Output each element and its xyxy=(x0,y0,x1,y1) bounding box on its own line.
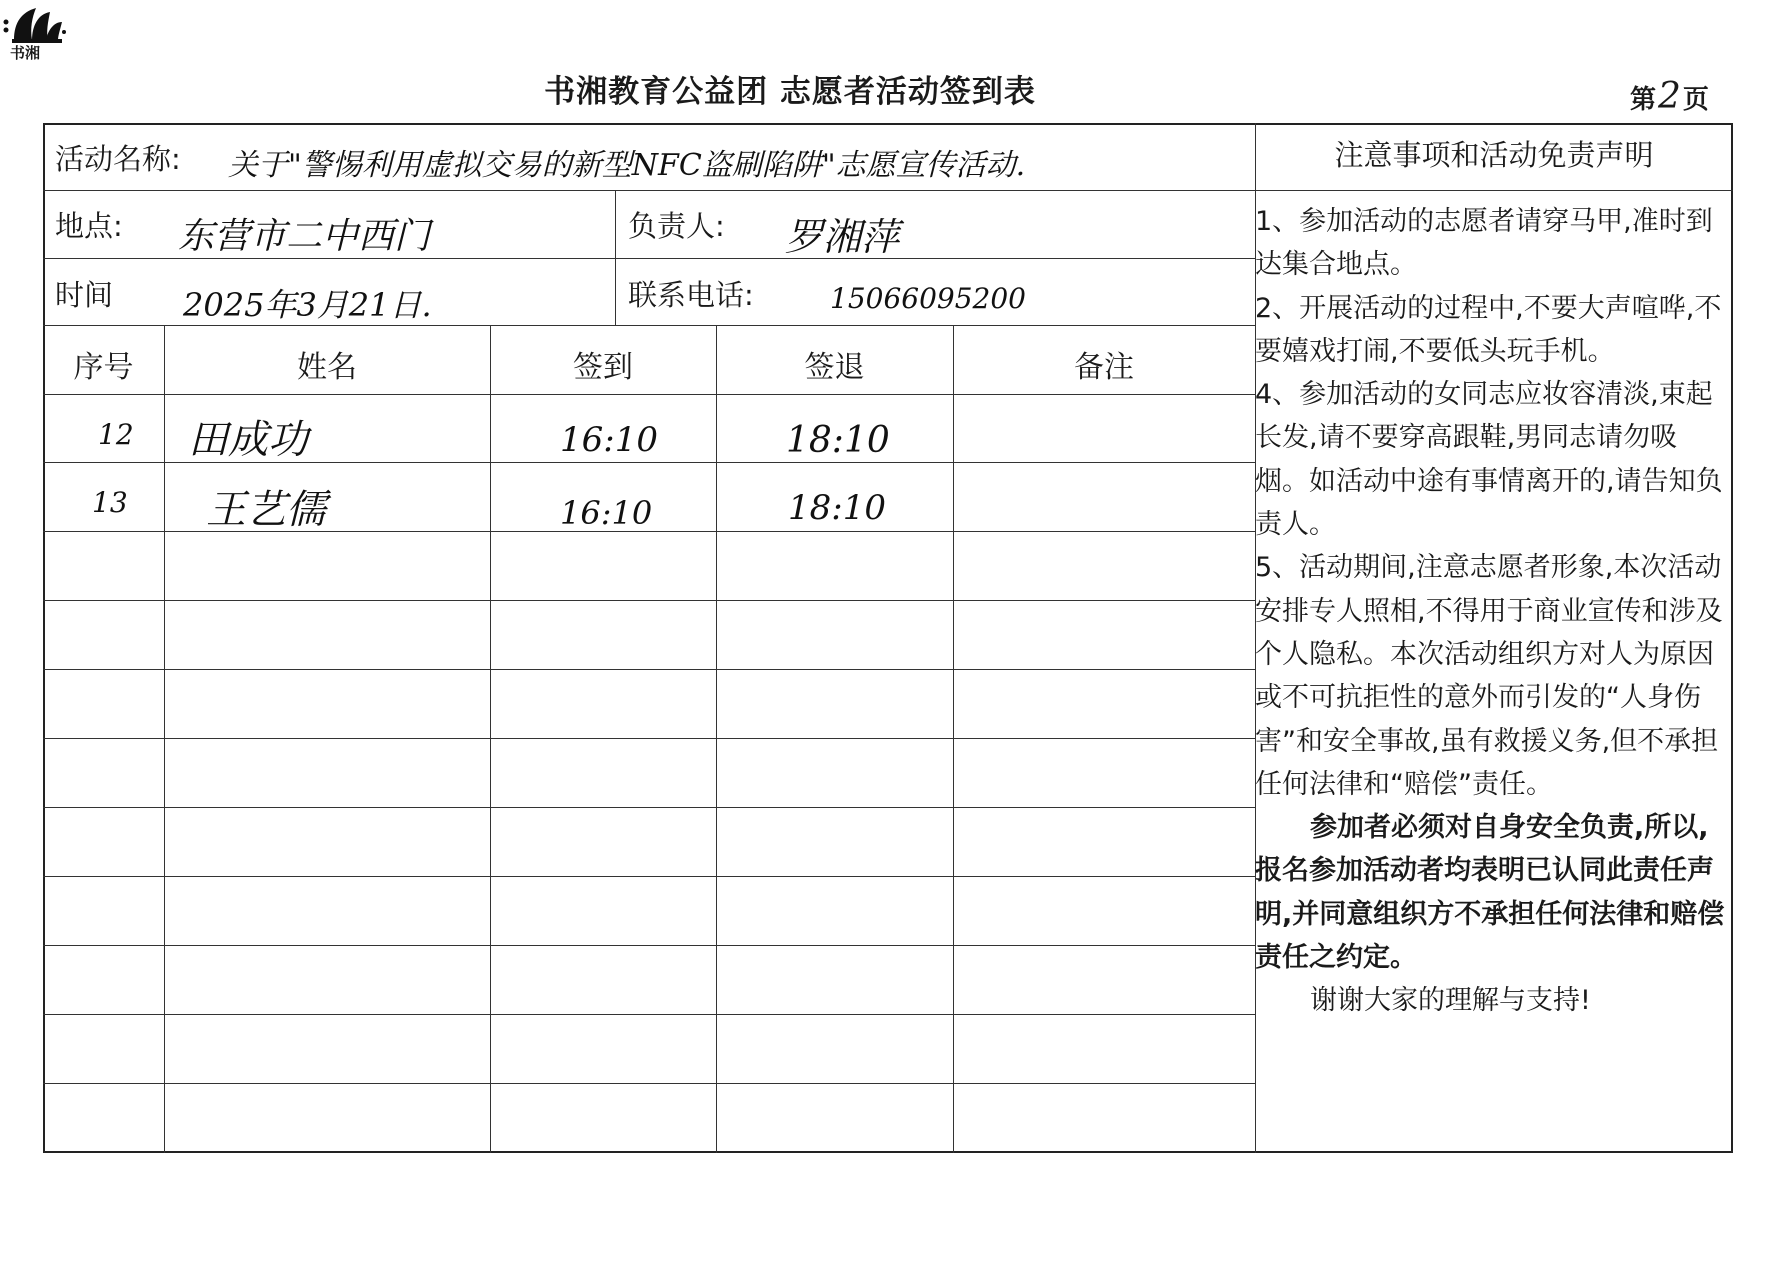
sign-in-time: 16:10 xyxy=(560,420,658,460)
grid-line xyxy=(43,876,1255,877)
grid-line xyxy=(43,1014,1255,1015)
page-number-value: 2 xyxy=(1658,76,1681,117)
grid-line xyxy=(716,325,717,1153)
signature: 王艺儒 xyxy=(206,487,326,533)
row-number: 12 xyxy=(98,418,134,451)
time-label: 时间 xyxy=(55,278,114,312)
page-number xyxy=(1630,76,1709,117)
column-header-sign-in: 签到 xyxy=(573,350,633,385)
logo-text: 书湘 xyxy=(10,44,41,62)
page-prefix: 第 xyxy=(1630,85,1657,115)
activity-name-value: 关于"警惕利用虚拟交易的新型NFC盗刷陷阱"志愿宣传活动. xyxy=(228,148,1026,183)
liability-statement: 参加者必须对自身安全负责,所以,报名参加活动者均表明已认同此责任声明,并同意组织方不承担任何法律和赔偿责任之约定。 xyxy=(1255,812,1725,974)
column-header-sign-out: 签退 xyxy=(804,350,865,385)
grid-line xyxy=(43,945,1255,946)
notes-item: 1、参加活动的志愿者请穿马甲,准时到达集合地点。 xyxy=(1255,206,1713,281)
grid-line xyxy=(164,325,165,1153)
grid-line xyxy=(43,1083,1255,1084)
grid-line xyxy=(43,600,1255,601)
column-header-note: 备注 xyxy=(1074,350,1134,385)
column-header-name: 姓名 xyxy=(297,350,357,385)
phone-value: 15066095200 xyxy=(830,282,1026,315)
leader-value: 罗湘萍 xyxy=(785,215,900,259)
notes-item: 2、开展活动的过程中,不要大声喧哗,不要嬉戏打闹,不要低头玩手机。 xyxy=(1255,292,1722,367)
row-number: 13 xyxy=(92,486,128,519)
signature: 田成功 xyxy=(188,417,308,463)
grid-line xyxy=(43,738,1255,739)
thanks-text: 谢谢大家的理解与支持! xyxy=(1310,985,1591,1017)
grid-line xyxy=(43,394,1255,395)
grid-line xyxy=(490,325,491,1153)
grid-line xyxy=(43,807,1255,808)
sign-in-time: 16:10 xyxy=(560,494,653,532)
phone-label: 联系电话: xyxy=(628,278,754,312)
notes-panel xyxy=(1255,200,1725,1023)
grid-line xyxy=(43,669,1255,670)
notes-title: 注意事项和活动免责声明 xyxy=(1334,138,1654,172)
column-header-no: 序号 xyxy=(73,350,134,385)
notes-item: 5、活动期间,注意志愿者形象,本次活动安排专人照相,不得用于商业宣传和涉及个人隐私。本次活动组织方对人为原因或不可抗拒性的意外而引发的“人身伤害”和安全事故,虽有救援义务,但不承担任何法律和“赔偿”责任。 xyxy=(1255,552,1723,800)
page-suffix: 页 xyxy=(1682,85,1709,115)
grid-line xyxy=(953,325,954,1153)
leader-label: 负责人: xyxy=(628,209,725,243)
time-value: 2025年3月21日. xyxy=(183,286,432,324)
notes-item: 4、参加活动的女同志应妆容清淡,束起长发,请不要穿高跟鞋,男同志请勿吸烟。如活动中途有事情离开的,请告知负责人。 xyxy=(1255,379,1723,541)
page-title: 书湘教育公益团 志愿者活动签到表 xyxy=(544,74,1036,110)
sign-out-time: 18:10 xyxy=(786,420,890,461)
activity-name-label: 活动名称: xyxy=(55,142,181,176)
location-label: 地点: xyxy=(55,209,123,243)
sign-out-time: 18:10 xyxy=(788,488,886,528)
grid-line xyxy=(615,190,616,325)
location-value: 东营市二中西门 xyxy=(178,216,431,257)
grid-line xyxy=(43,190,1733,191)
